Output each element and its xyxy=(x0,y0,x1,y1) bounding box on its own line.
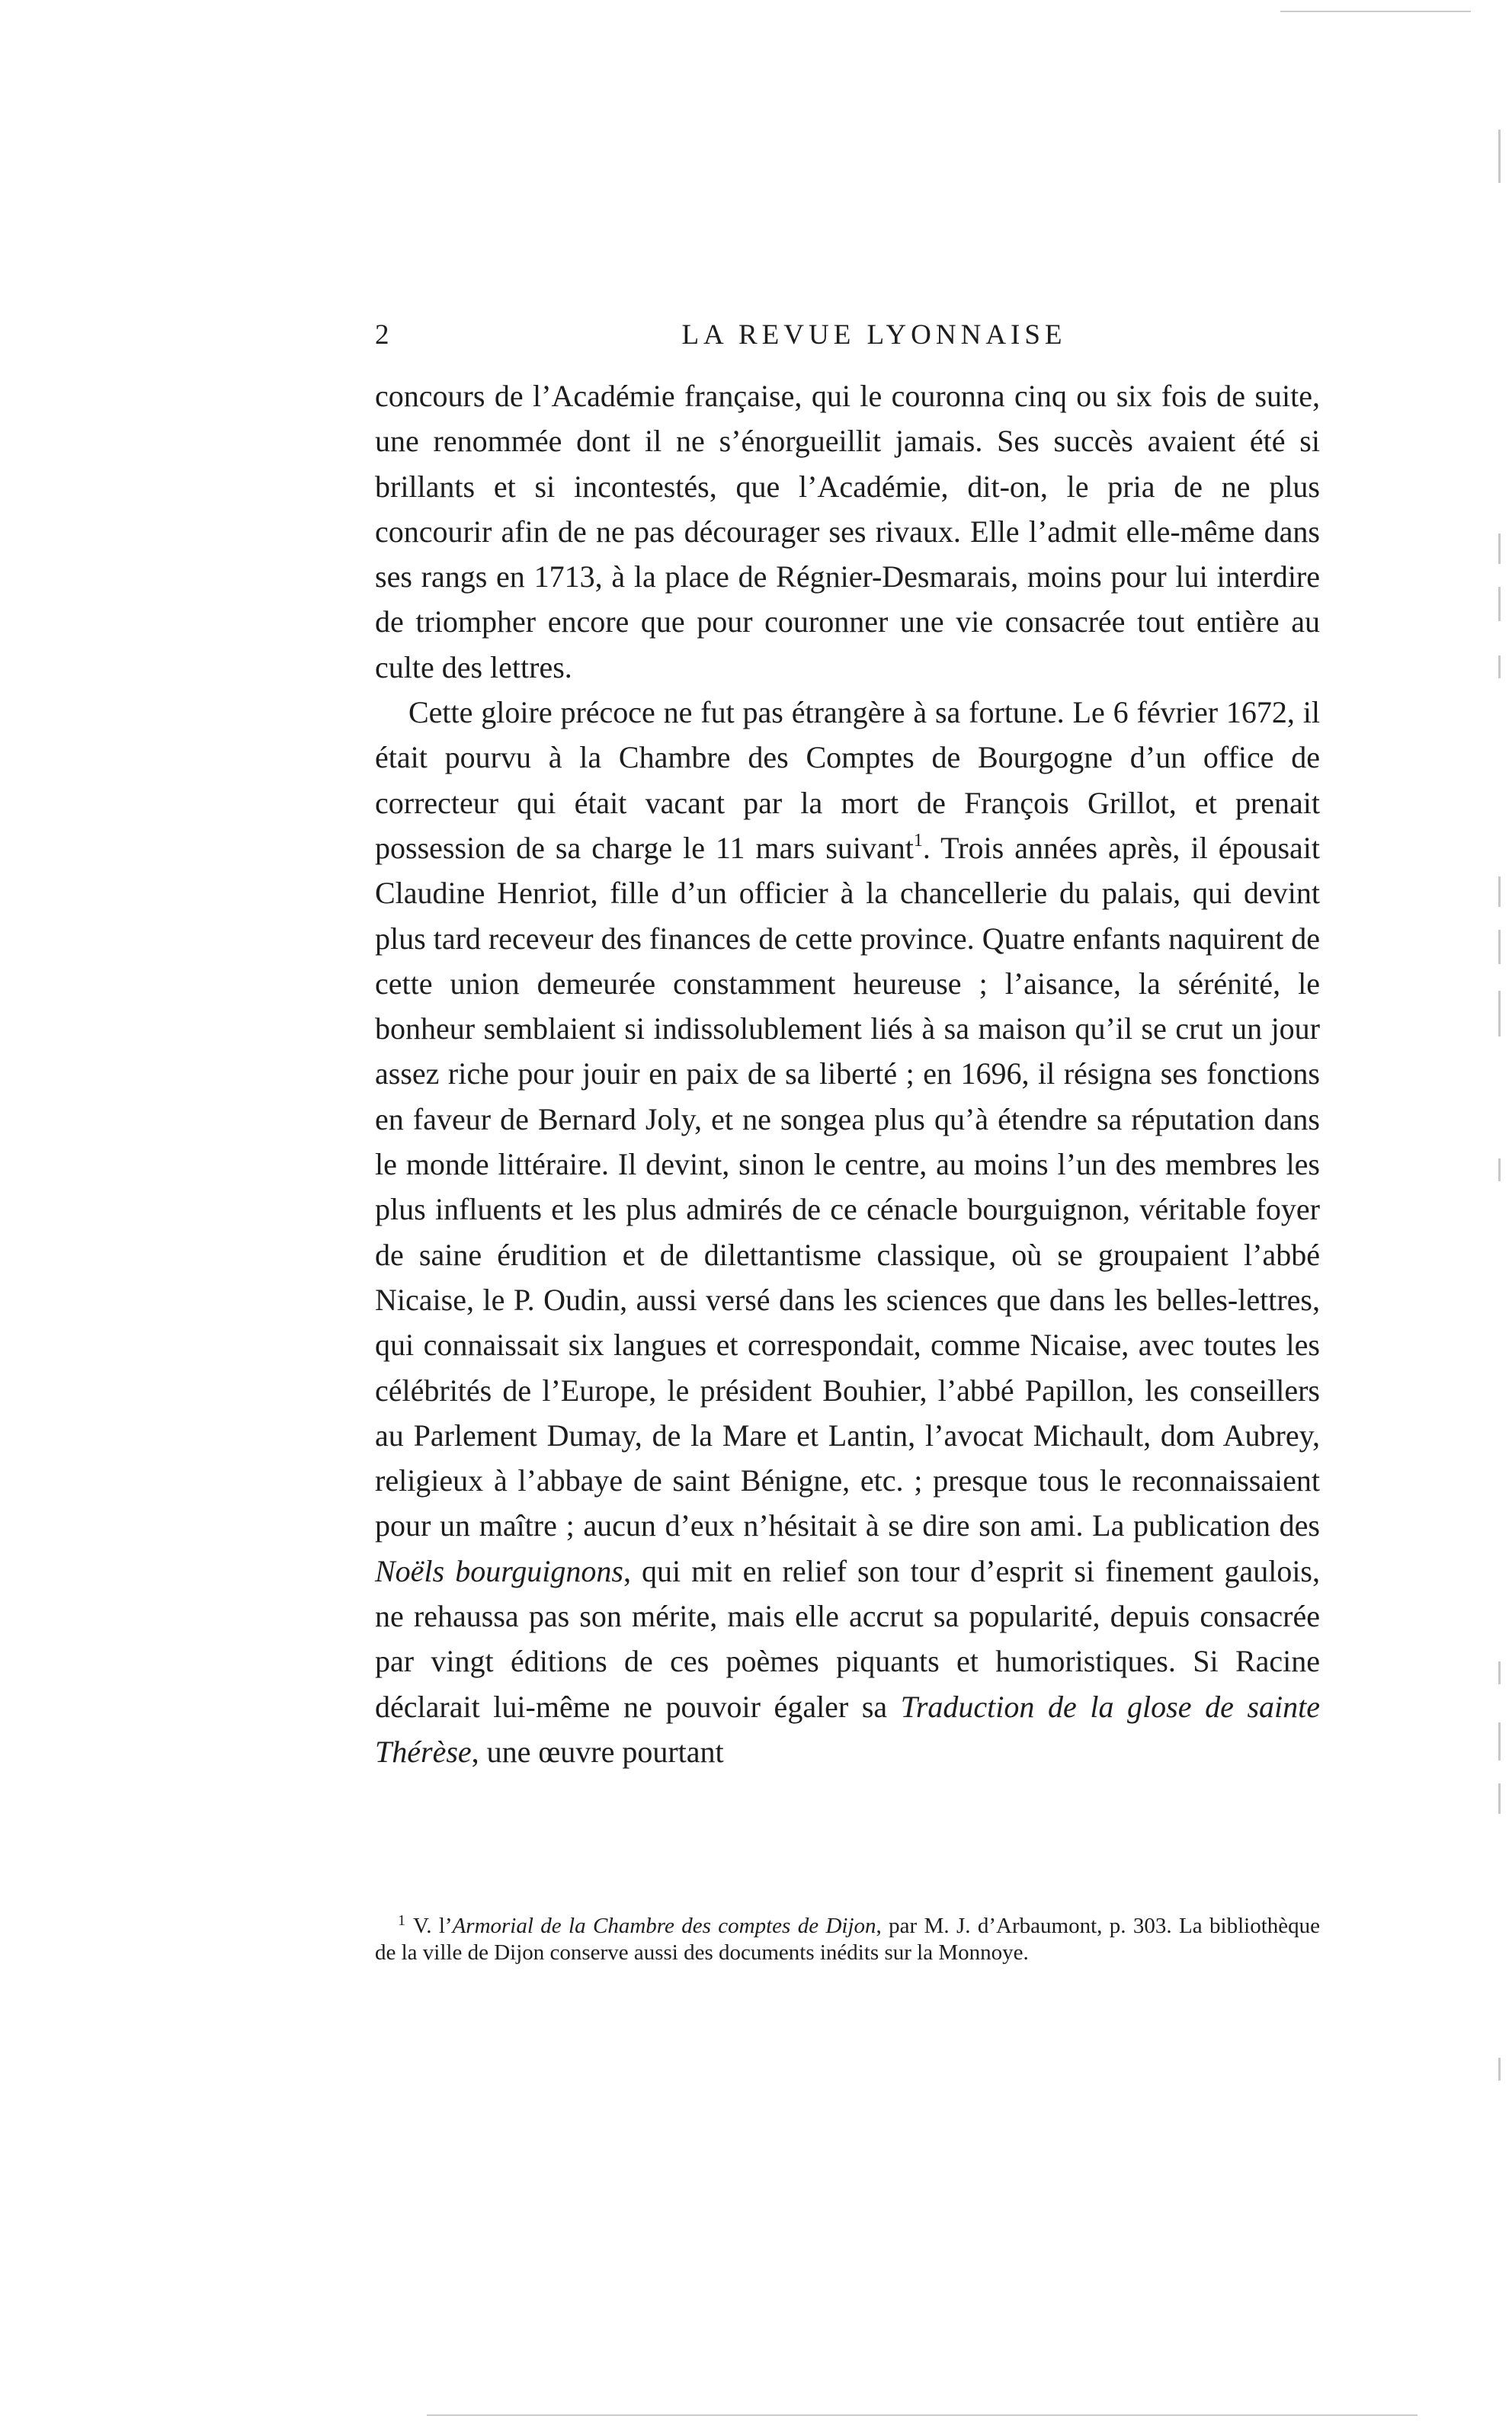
paragraph: concours de l’Académie française, qui le couronna cinq ou six fois de suite, une renommée dont il ne s’énorgueillit jamais. Ses succès avaient été si brillants et si incontestés, que l’Académie, dit-on, le pria de ne plus concourir afin de ne pas décourager ses rivaux. Elle l’admit elle-même dans ses rangs en 1713, à la place de Régnier-Desmarais, moins pour lui interdire de triompher encore que pour couronner une vie consacrée tout entière au culte des lettres. xyxy=(375,379,1320,684)
footnote-text: V. l’ xyxy=(413,1914,453,1938)
scan-artifact xyxy=(1498,876,1501,907)
italic-title: Traduction de la glose de sainte Thérèse xyxy=(375,1689,1321,1769)
footnote-text: , par M. J. d’Arbaumont, p. 303. La bibliothèque de la ville de Dijon conserve aussi des documents inédits sur la Monnoye. xyxy=(375,1914,1320,1965)
paragraph xyxy=(375,690,1320,1774)
footnote-italic-title: Armorial de la Chambre des comptes de Dijon xyxy=(452,1914,876,1938)
running-title: LA REVUE LYONNAISE xyxy=(681,319,1067,351)
footnotes xyxy=(375,1913,1320,1966)
scan-artifact xyxy=(1498,2058,1501,2081)
scan-artifact xyxy=(1498,1661,1501,1684)
footnote xyxy=(375,1913,1320,1966)
scan-artifact xyxy=(1498,1722,1501,1761)
scan-artifact xyxy=(427,2414,1418,2416)
paragraph-text: , qui mit en relief son tour d’esprit si finement gaulois, ne rehaussa pas son mérite, mais elle accrut sa popularité, depuis consacrée par vingt éditions de ces poèmes piquants et humoristiques. Si Racine déclarait lui-même ne pouvoir égaler sa xyxy=(375,1553,1320,1724)
footnote-number: 1 xyxy=(398,1912,405,1929)
scan-artifact xyxy=(1498,655,1501,678)
scan-artifact xyxy=(1498,930,1501,964)
scan-artifact xyxy=(1498,1783,1501,1814)
body-text xyxy=(375,373,1320,1774)
paragraph-text: Cette gloire précoce ne fut pas étrangère à sa fortune. Le 6 février 1672, il était pourvu à la Chambre des Comptes de Bourgogne d’un office de correcteur qui était vacant par la mort de François Grillot, et prenait possession de sa charge le 11 mars suivant xyxy=(375,695,1320,865)
scan-artifact xyxy=(1498,1158,1501,1181)
footnote-marker: 1 xyxy=(913,830,923,851)
running-header xyxy=(375,319,1320,361)
scan-artifact xyxy=(1498,130,1501,183)
paragraph-text: . Trois années après, il épousait Claudine Henriot, fille d’un officier à la chancellerie du palais, qui devint plus tard receveur des finances de cette province. Quatre enfants naquirent de cette union demeurée constamment heureuse ; l’aisance, la sérénité, le bonheur semblaient si indissolublement liés à sa maison qu’il se crut un jour assez riche pour jouir en paix de sa liberté ; en 1696, il résigna ses fonctions en faveur de Bernard Joly, et ne songea plus qu’à étendre sa réputation dans le monde littéraire. Il devint, sinon le centre, au moins l’un des membres les plus influents et les plus admirés de ce cénacle bourguignon, véritable foyer de saine érudition et de dilettantisme classique, où se groupaient l’abbé Nicaise, le P. Oudin, aussi versé dans les sciences que dans les belles-lettres, qui connaissait six langues et correspondait, comme Nicaise, avec toutes les célébrités de l’Europe, le président Bouhier, l’abbé Papillon, les conseillers au Parlement Dumay, de la Mare et Lantin, l’avocat Michault, dom Aubrey, religieux à l’abbaye de saint Bénigne, etc. ; presque tous le reconnaissaient pour un maître ; aucun d’eux n’hésitait à se dire son ami. La publication des xyxy=(375,830,1320,1543)
page-number: 2 xyxy=(375,319,390,351)
paragraph-text: , une œuvre pourtant xyxy=(471,1734,724,1769)
scan-artifact xyxy=(1498,587,1501,621)
scan-artifact xyxy=(1280,11,1471,12)
italic-title: Noëls bourguignons xyxy=(375,1553,623,1588)
scan-artifact xyxy=(1498,991,1501,1036)
scan-artifact xyxy=(1498,533,1501,564)
